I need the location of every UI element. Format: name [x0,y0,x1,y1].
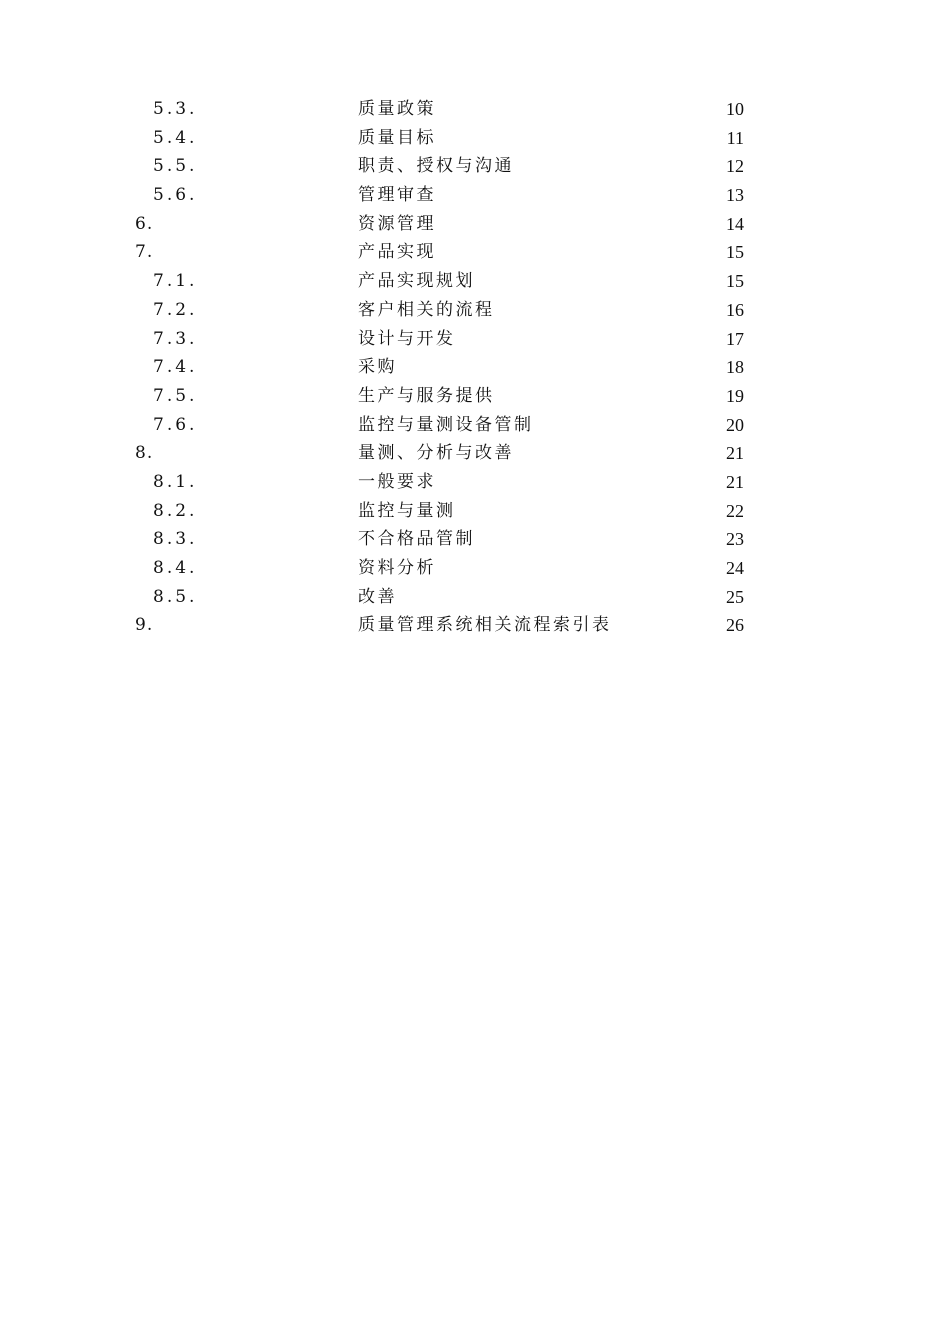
toc-entry-number: 5.3. [153,99,198,119]
toc-entry-number: 7.5. [153,385,198,406]
toc-entry-page: 12 [726,156,744,177]
toc-entry[interactable] [0,382,950,411]
table-of-contents [0,95,950,640]
toc-entry-number: 8.4. [153,558,198,578]
toc-entry-title: 质量目标 [358,127,436,148]
toc-entry[interactable] [0,468,950,497]
toc-entry[interactable] [0,611,950,640]
toc-entry-page: 13 [726,185,744,206]
toc-entry[interactable] [0,411,950,440]
toc-entry-number: 8.2. [153,500,198,521]
toc-entry-number: 8.5. [153,586,198,607]
toc-entry-number: 5.4. [153,127,198,148]
toc-entry[interactable] [0,124,950,153]
toc-entry-page: 11 [726,127,744,148]
toc-entry[interactable] [0,267,950,296]
toc-entry[interactable] [0,554,950,583]
toc-entry-title: 质量管理系统相关流程索引表 [358,615,612,636]
toc-entry-title: 监控与量测设备管制 [358,414,534,435]
toc-entry-number: 8.3. [153,529,198,550]
toc-entry-number: 7.4. [153,357,198,378]
toc-entry-title: 不合格品管制 [358,529,475,550]
toc-entry-number: 7. [135,242,154,263]
toc-entry-page: 22 [726,500,744,521]
toc-entry-page: 17 [726,328,744,349]
toc-entry-page: 21 [726,443,744,464]
toc-entry-title: 量测、分析与改善 [358,443,514,464]
toc-entry-page: 19 [726,385,744,406]
toc-entry-title: 客户相关的流程 [358,299,495,320]
toc-entry-title: 产品实现规划 [358,271,475,292]
toc-entry-number: 6. [135,213,154,234]
toc-entry-title: 生产与服务提供 [358,385,495,406]
toc-entry-number: 8.1. [153,471,198,492]
toc-entry-number: 7.2. [153,299,198,320]
toc-entry[interactable] [0,210,950,239]
toc-entry-page: 26 [726,615,744,636]
toc-entry-title: 资源管理 [358,213,436,234]
toc-entry-page: 18 [726,357,744,378]
toc-entry-title: 质量政策 [358,99,436,119]
toc-entry-page: 25 [726,586,744,607]
toc-entry-number: 5.6. [153,185,198,206]
toc-entry-page: 24 [726,558,744,578]
toc-entry-title: 采购 [358,357,397,378]
toc-entry-page: 16 [726,299,744,320]
toc-entry-number: 9. [135,615,154,636]
toc-entry[interactable] [0,325,950,354]
toc-entry-number: 7.3. [153,328,198,349]
toc-entry[interactable] [0,439,950,468]
toc-entry-title: 设计与开发 [358,328,456,349]
toc-entry-page: 15 [726,271,744,292]
toc-entry[interactable] [0,238,950,267]
toc-entry[interactable] [0,181,950,210]
toc-entry-page: 14 [726,213,744,234]
toc-entry-title: 管理审查 [358,185,436,206]
toc-entry-page: 10 [726,99,744,119]
toc-entry-number: 8. [135,443,154,464]
toc-entry-page: 20 [726,414,744,435]
toc-entry-page: 15 [726,242,744,263]
toc-entry-title: 一般要求 [358,471,436,492]
toc-entry-page: 21 [726,471,744,492]
toc-entry[interactable] [0,525,950,554]
toc-entry-title: 产品实现 [358,242,436,263]
toc-entry[interactable] [0,95,950,124]
toc-entry[interactable] [0,353,950,382]
toc-entry-number: 7.6. [153,414,198,435]
toc-entry[interactable] [0,497,950,526]
toc-entry-title: 资料分析 [358,558,436,578]
toc-entry-number: 7.1. [153,271,198,292]
toc-entry-page: 23 [726,529,744,550]
toc-entry[interactable] [0,296,950,325]
toc-entry-title: 监控与量测 [358,500,456,521]
toc-entry[interactable] [0,152,950,181]
toc-entry-title: 改善 [358,586,397,607]
toc-entry-number: 5.5. [153,156,198,177]
toc-entry-title: 职责、授权与沟通 [358,156,514,177]
toc-entry[interactable] [0,583,950,612]
